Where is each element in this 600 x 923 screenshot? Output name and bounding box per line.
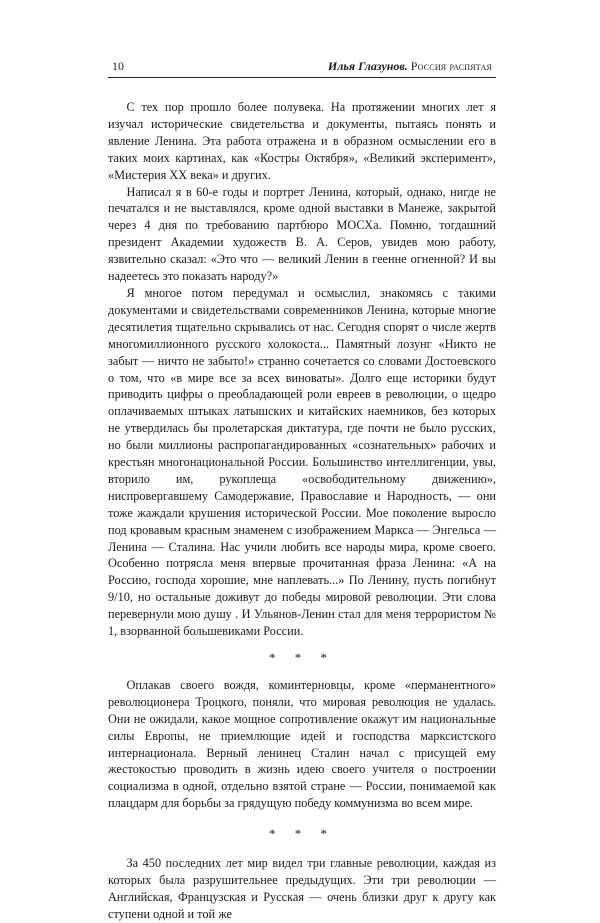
book-title: Россия распятая xyxy=(410,59,492,73)
running-header xyxy=(108,57,496,78)
paragraph: Я многое потом передумал и осмыслил, знакомясь с такими документами и свидетельствами современников Ленина, которые многие десятилетия тщательно скрывались от нас. Сегодня спорят о числе жертв многомиллионного русского холокоста... Памятный лозунг «Никто не забыт — ничто не забыто!» странно сочетается со словами Достоевского о том, что «в мире все за всех виноваты». Долго еще историки будут приводить цифры о преобладающей роли евреев в революции, о щедро оплачиваемых штыках латышских и китайских наемников, без которых не утвердилась бы пролетарская диктатура, где почти не было русских, но были миллионы распропагандированных «сознательных» рабочих и крестьян многонациональной России. Большинство интеллигенции, увы, вторило им, рукоплеща «освободительному движению», ниспровергавшему Самодержавие, Православие и Народность, — они тоже жаждали крушения исторической России. Мое поколение выросло под кровавым красным знаменем с изображением Маркса — Энгельса — Ленина — Сталина. Нас учили любить все народы мира, кроме своего. Особенно потрясла меня впервые прочитанная фраза Ленина: «А на Россию, господа хорошие, мне наплевать...» По Ленину, пусть погибнут 9/10, но остальные доживут до победы мировой революции. Эти слова перевернули мою душу . И Ульянов-Ленин стал для меня террористом № 1, взорванной большевиками России. xyxy=(108,285,496,639)
author-name: Илья Глазунов. xyxy=(327,59,408,73)
paragraph: С тех пор прошло более полувека. На протяжении многих лет я изучал исторические свидетельства и документы, пытаясь понять и явление Ленина. Эта работа отражена и в образном осмыслении его в таких моих картинах, как «Костры Октября», «Великий эксперимент», «Мистерия XX века» и других. xyxy=(108,100,496,182)
paragraph: Оплакав своего вождя, коминтерновцы, кроме «перманентного» революционера Троцкого, поняли, что мировая революция не удалась. Они не ожидали, какое мощное сопротивление окажут им национальные силы Европы, не приемлющие идей и господства марксистского интернационала. Верный ленинец Сталин начал с присущей ему жестокостью проводить в жизнь идею своего учителя о построении социализма в одной, отдельно взятой стране — России, понимаемой как плацдарм для борьбы за грядущую победу коммунизма во всем мире. xyxy=(108,677,496,811)
section-separator: * * * xyxy=(269,650,335,665)
page-number: 10 xyxy=(112,59,124,73)
body-text xyxy=(108,99,496,923)
running-title xyxy=(328,57,492,75)
section-separator: * * * xyxy=(269,826,335,842)
paragraph: Написал я в 60-е годы и портрет Ленина, который, однако, нигде не печатался и не выставлялся, кроме одной выставки в Манеже, закрытой через 4 дня по требованию партбюро МОСХа. Помню, тогдашний президент Академии художеств В. А. Серов, увидев мою работу, язвительно сказал: «Это что — великий Ленин в геенне огненной? И вы надеетесь это показать народу?» xyxy=(108,184,496,284)
paragraph: За 450 последних лет мир видел три главные революции, каждая из которых была разрушительнее предыдущих. Эти три революции — Английская, Французская и Русская — очень близки друг к другу как ступени одной и той же xyxy=(108,856,496,921)
